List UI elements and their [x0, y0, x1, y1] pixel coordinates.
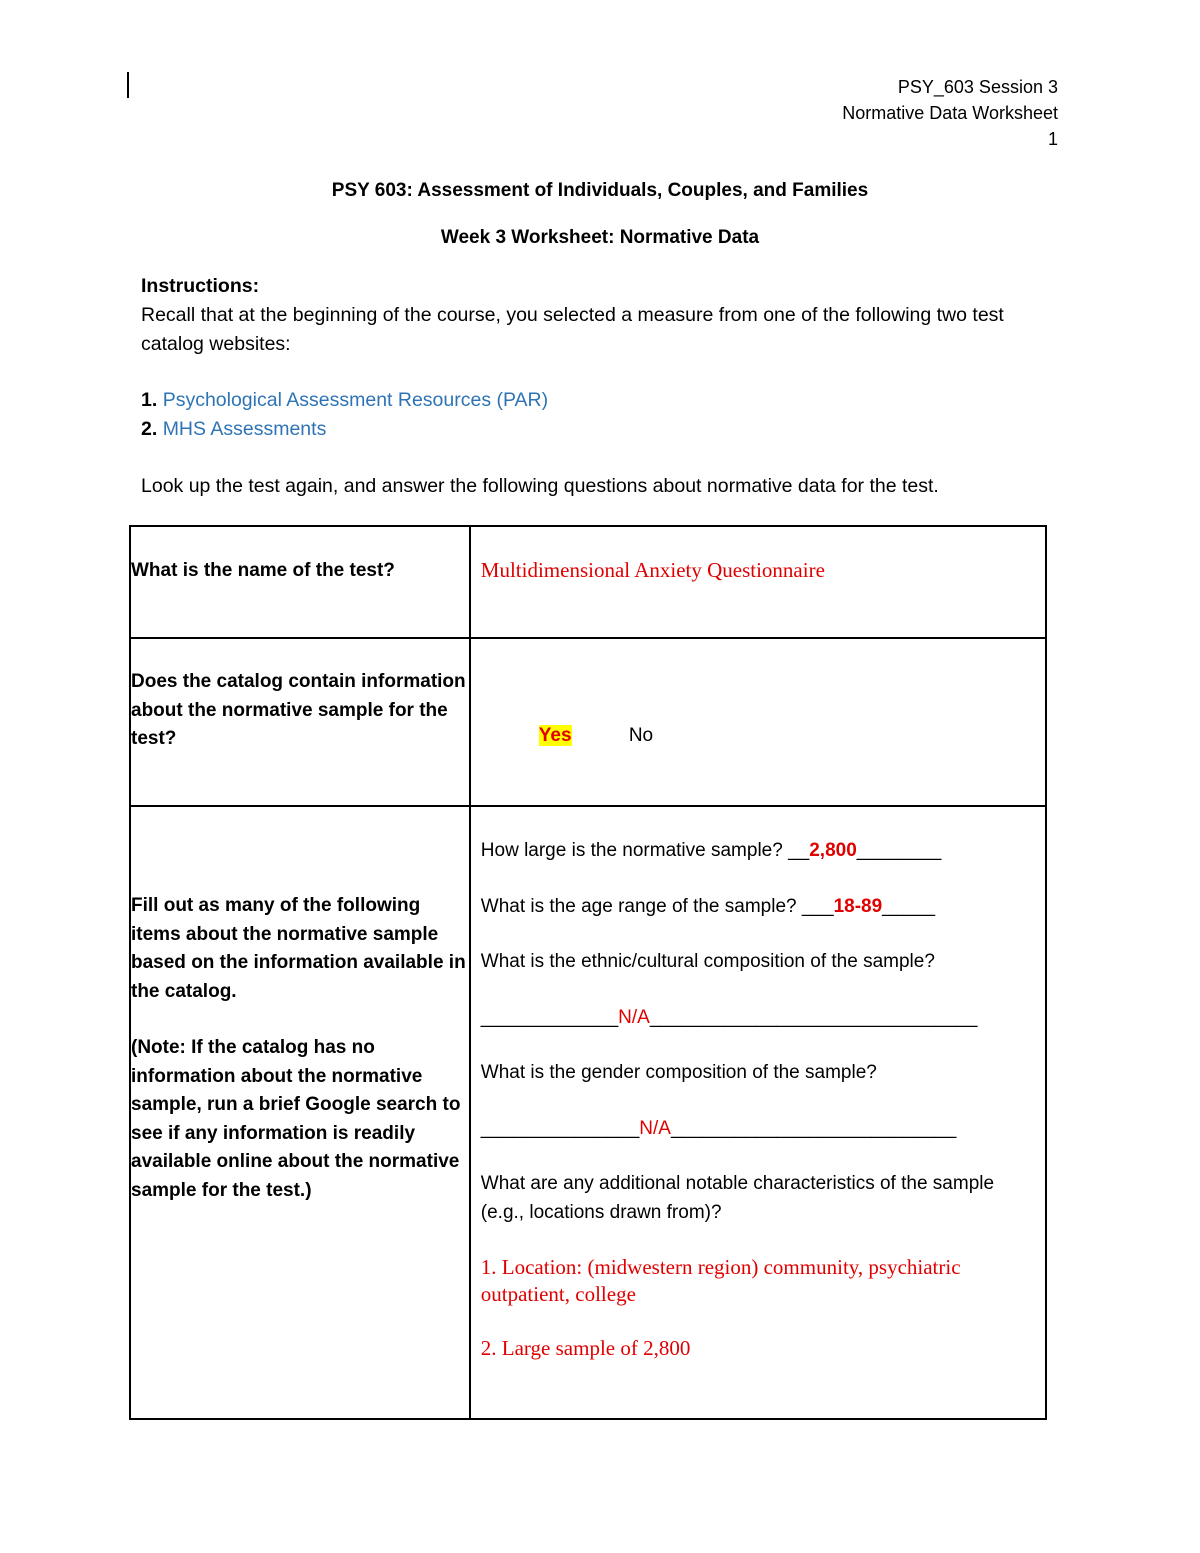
- blank-line: _______________________________: [649, 1006, 978, 1028]
- question-cell: [130, 806, 470, 1419]
- link-item: [141, 386, 548, 415]
- link-mhs[interactable]: MHS Assessments: [162, 418, 327, 440]
- page-header: [842, 74, 1058, 152]
- additional-answer-2[interactable]: 2. Large sample of 2,800: [480, 1336, 691, 1360]
- no-option[interactable]: No: [628, 725, 654, 746]
- blank-line: ________: [856, 840, 942, 861]
- ethnic-question: What is the ethnic/cultural composition of the sample?: [480, 951, 935, 972]
- gender-answer-line: [481, 1115, 1035, 1144]
- table-row: [130, 806, 1046, 1419]
- table-row: [130, 638, 1046, 806]
- instructions-label: Instructions:: [141, 275, 260, 297]
- answer-cell[interactable]: [470, 526, 1046, 638]
- yes-option[interactable]: Yes: [538, 725, 572, 746]
- question-fill-out: Fill out as many of the following items about the normative sample based on the information available in the catalog.: [131, 895, 466, 1002]
- document-title: PSY 603: Assessment of Individuals, Couples, and Families: [331, 180, 869, 201]
- question-cell: [130, 526, 470, 638]
- catalog-links: [141, 386, 548, 444]
- answer-test-name: Multidimensional Anxiety Questionnaire: [480, 558, 825, 582]
- blank-line: _____: [882, 895, 936, 917]
- sample-size-answer[interactable]: 2,800: [809, 840, 857, 861]
- age-range-answer[interactable]: 18-89: [833, 895, 883, 917]
- question-test-name: What is the name of the test?: [131, 560, 395, 581]
- worksheet-table: [129, 525, 1047, 1420]
- additional-question: What are any additional notable characteristics of the sample (e.g., locations drawn from)?: [480, 1173, 995, 1223]
- link-number: 2.: [141, 418, 158, 440]
- header-worksheet-name: Normative Data Worksheet: [842, 103, 1058, 123]
- normative-details: [471, 807, 1045, 1362]
- question-note: (Note: If the catalog has no information about the normative sample, run a brief Google search to see if any information is readily available online about the normative sample for the test.): [131, 1037, 461, 1201]
- sample-size-question: How large is the normative sample? __: [480, 840, 810, 861]
- blank-line: ___________________________: [670, 1117, 957, 1139]
- yes-no-choice: [471, 639, 1045, 747]
- age-range-question: What is the age range of the sample? ___: [480, 895, 834, 917]
- gender-question: What is the gender composition of the sample?: [480, 1062, 877, 1083]
- answer-cell[interactable]: [470, 638, 1046, 806]
- answer-cell[interactable]: [470, 806, 1046, 1419]
- age-range-line: [481, 893, 1035, 922]
- table-row: [130, 526, 1046, 638]
- blank-line: _______________: [480, 1117, 640, 1139]
- header-session: PSY_603 Session 3: [897, 77, 1058, 97]
- instructions-block: [141, 272, 1041, 359]
- ethnic-answer-line: [481, 1004, 1035, 1033]
- text-cursor: [127, 72, 129, 98]
- lookup-instruction: Look up the test again, and answer the following questions about normative data for the test.: [141, 475, 939, 497]
- link-number: 1.: [141, 389, 158, 411]
- document-subtitle: Week 3 Worksheet: Normative Data: [440, 227, 760, 248]
- sample-size-line: [481, 837, 1035, 866]
- question-cell: [130, 638, 470, 806]
- gender-answer[interactable]: N/A: [639, 1117, 671, 1139]
- link-item: [141, 415, 548, 444]
- additional-answer-1[interactable]: 1. Location: (midwestern region) community, psychiatric outpatient, college: [480, 1255, 961, 1306]
- instructions-text: Recall that at the beginning of the course, you selected a measure from one of the following two test catalog websites:: [141, 304, 1004, 355]
- ethnic-answer[interactable]: N/A: [618, 1006, 650, 1028]
- question-catalog-info: Does the catalog contain information about the normative sample for the test?: [131, 671, 466, 749]
- blank-line: _____________: [480, 1006, 619, 1028]
- page-number: 1: [1047, 129, 1058, 149]
- link-par[interactable]: Psychological Assessment Resources (PAR): [162, 389, 549, 411]
